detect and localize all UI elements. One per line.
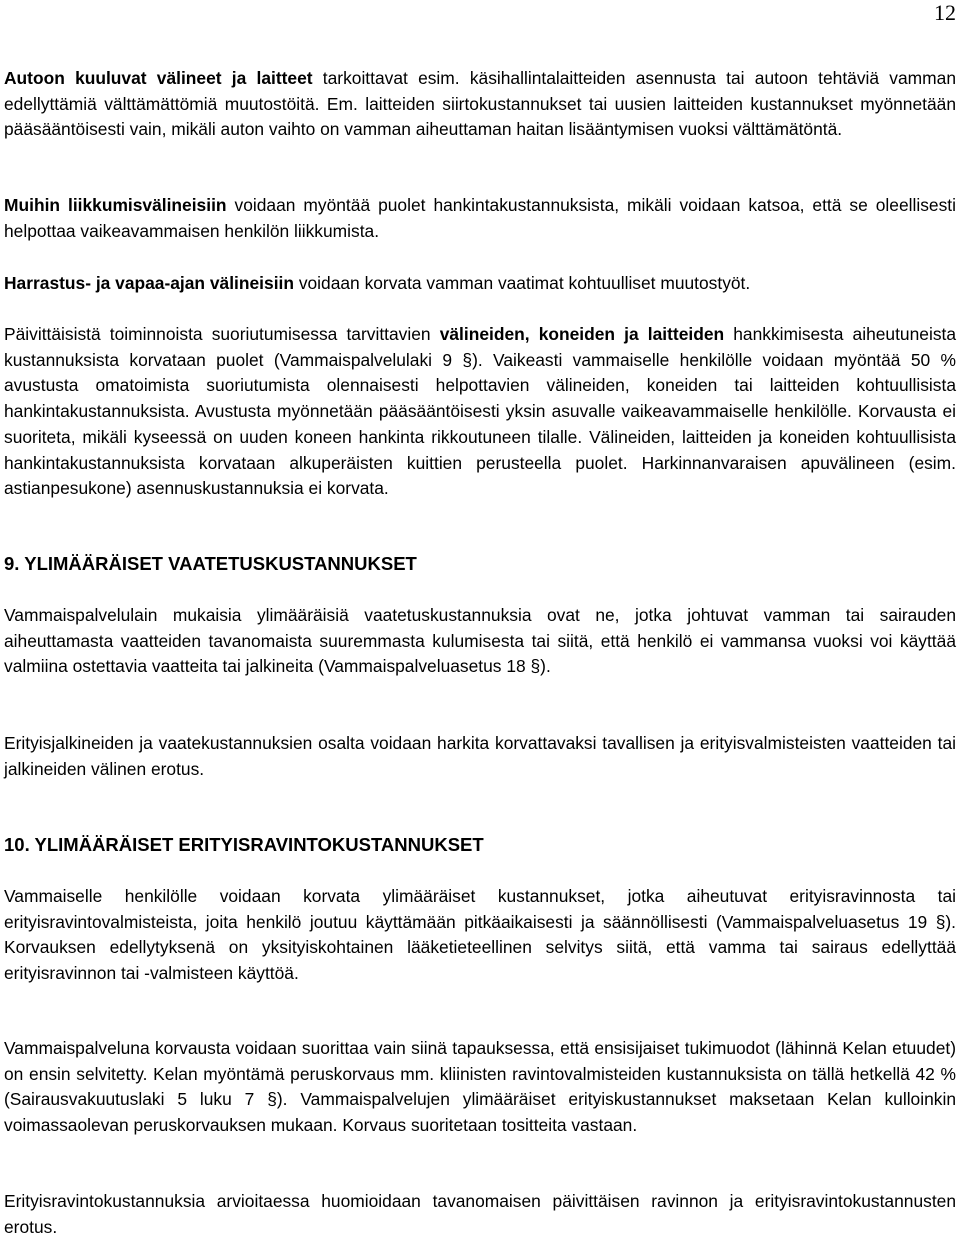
section-heading-9: 9. YLIMÄÄRÄISET VAATETUSKUSTANNUKSET xyxy=(4,553,417,574)
paragraph-special-diet-costs: Vammaiselle henkilölle voidaan korvata ylimääräiset kustannukset, jotka aiheutuvat erityisravinnosta tai erityisravintovalmisteista, joita henkilö joutuu käyttämään pitkäaikaisesti ja säännöllisesti (Vammaispalveluasetus 19 §). Korvauksen edellytyksenä on yksityiskohtainen lääketieteellinen selvitys siitä, että vamma tai sairaus edellyttää erityisravinnon tai -valmisteen käyttöä. xyxy=(4,886,956,984)
term-vehicle-equipment: Autoon kuuluvat välineet ja laitteet xyxy=(4,68,313,88)
paragraph-special-footwear: Erityisjalkineiden ja vaatekustannuksien osalta voidaan harkita korvattavaksi tavallisen ja erityisvalmisteisten vaatteiden tai jalkineiden välinen erotus. xyxy=(4,733,956,779)
term-leisure-equipment: Harrastus- ja vapaa-ajan välineisiin xyxy=(4,273,294,293)
paragraph-diet-difference: Erityisravintokustannuksia arvioitaessa huomioidaan tavanomaisen päivittäisen ravinnon ja erityisravintokustannusten erotus. xyxy=(4,1191,956,1237)
paragraph-vehicle-equipment: Autoon kuuluvat välineet ja laitteet tarkoittavat esim. käsihallintalaitteiden asennusta tai autoon tehtäviä vamman edellyttämiä välttämättömiä muutostöitä. Em. laitteiden siirtokustannukset tai uusien laitteiden kustannukset myönnetään pääsääntöisesti vain, mikäli auton vaihto on vamman aiheuttaman haitan lisääntymisen vuoksi välttämätöntä. xyxy=(4,68,956,140)
page-number: 12 xyxy=(934,0,956,25)
paragraph-leisure-equipment: Harrastus- ja vapaa-ajan välineisiin voidaan korvata vamman vaatimat kohtuulliset muutostyöt. xyxy=(4,273,751,293)
paragraph-clothing-costs: Vammaispalvelulain mukaisia ylimääräisiä vaatetuskustannuksia ovat ne, jotka johtuvat vamman tai sairauden aiheuttamasta vaatteiden tavanomaista suuremmasta kulumisesta tai siitä, että henkilö ei vammansa vuoksi voi käyttää valmiina ostettavia vaatteita tai jalkineita (Vammaispalveluasetus 18 §). xyxy=(4,605,956,677)
paragraph-kela-compensation: Vammaispalveluna korvausta voidaan suorittaa vain siinä tapauksessa, että ensisijaiset tukimuodot (lähinnä Kelan etuudet) on ensin selvitetty. Kelan myöntämä peruskorvaus mm. kliinisten ravintovalmisteiden kustannuksista on tällä hetkellä 42 % (Sairausvakuutuslaki 5 luku 7 §). Vammaispalvelujen ylimääräiset erityiskustannukset maksetaan Kelan kulloinkin voimassaolevan peruskorvauksen mukaan. Korvaus suoritetaan tositteita vastaan. xyxy=(4,1038,956,1136)
paragraph-daily-living-equipment: Päivittäisistä toiminnoista suoriutumisessa tarvittavien välineiden, koneiden ja laitteiden hankkimisesta aiheutuneista kustannuksista korvataan puolet (Vammaispalvelulaki 9 §). Vaikeasti vammaiselle henkilölle voidaan myöntää 50 % avustusta omatoimista suoriutumista olennaisesti helpottavien välineiden, koneiden tai laitteiden kohtuullisista hankintakustannuksista. Avustusta myönnetään pääsääntöisesti yksin asuvalle vaikeavammaiselle henkilölle. Korvausta ei suoriteta, mikäli kyseessä on uuden koneen hankinta rikkoutuneen tilalle. Välineiden, laitteiden ja koneiden kohtuullisista hankintakustannuksista korvataan alkuperäisten kuittien perusteella puolet. Harkinnanvaraisen apuvälineen (esim. astianpesukone) asennuskustannuksia ei korvata. xyxy=(4,324,957,499)
section-heading-10: 10. YLIMÄÄRÄISET ERITYISRAVINTOKUSTANNUKSET xyxy=(4,834,484,855)
paragraph-mobility-aids: Muihin liikkumisvälineisiin voidaan myöntää puolet hankintakustannuksista, mikäli voidaan katsoa, että se oleellisesti helpottaa vaikeavammaisen henkilön liikkumista. xyxy=(4,195,956,241)
term-mobility-aids: Muihin liikkumisvälineisiin xyxy=(4,195,227,215)
term-daily-living-equipment: välineiden, koneiden ja laitteiden xyxy=(439,324,725,344)
